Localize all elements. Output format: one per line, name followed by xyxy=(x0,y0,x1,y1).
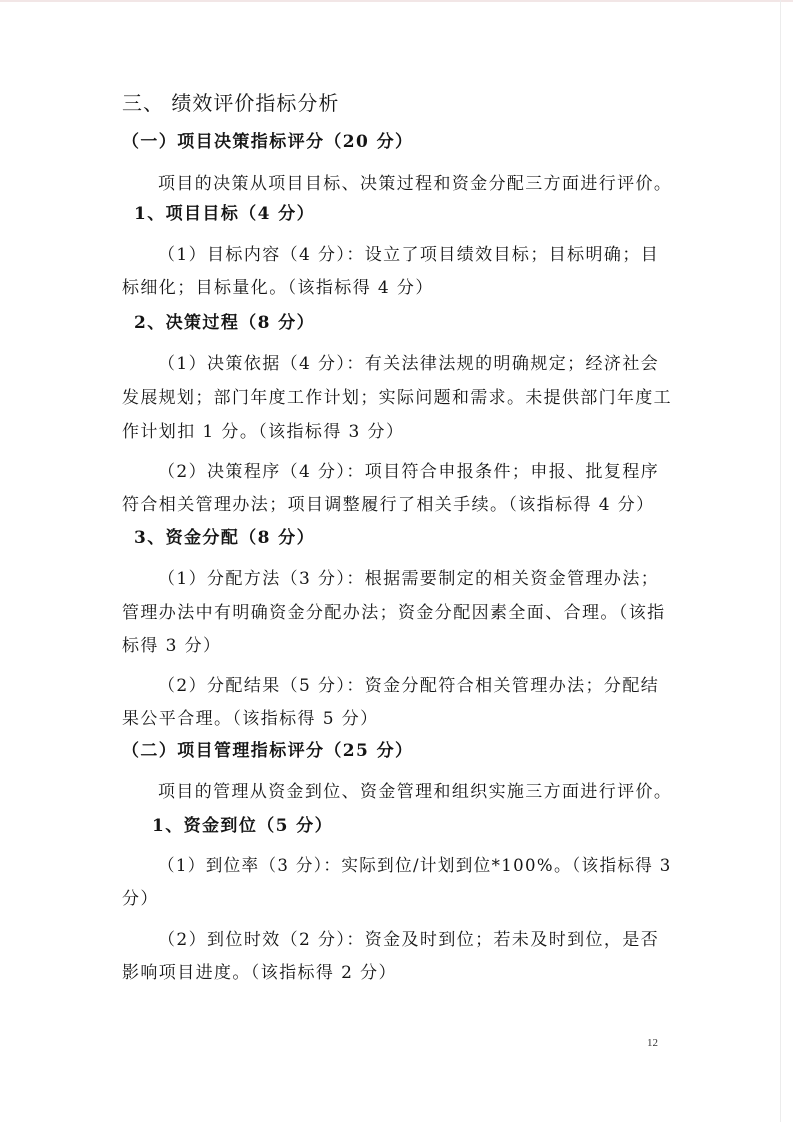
paragraph-line: 分） xyxy=(122,889,159,909)
paragraph-line: 项目的管理从资金到位、资金管理和组织实施三方面进行评价。 xyxy=(158,782,673,802)
paragraph-line: （2）到位时效（2 分）：资金及时到位；若未及时到位，是否 xyxy=(158,930,660,950)
paragraph-line: （1）决策依据（4 分）：有关法律法规的明确规定；经济社会 xyxy=(158,354,660,374)
paragraph-line: 管理办法中有明确资金分配办法；资金分配因素全面、合理。（该指 xyxy=(122,603,666,623)
page-number: 12 xyxy=(647,1037,658,1049)
subsection-heading: （二）项目管理指标评分（25 分） xyxy=(122,741,414,761)
subsection-heading: （一）项目决策指标评分（20 分） xyxy=(122,132,414,152)
paragraph-line: 果公平合理。（该指标得 5 分） xyxy=(122,709,379,729)
scan-edge-top xyxy=(0,0,793,2)
paragraph-line: （1）目标内容（4 分）：设立了项目绩效目标；目标明确；目 xyxy=(158,245,660,265)
section-heading: 三、 绩效评价指标分析 xyxy=(122,91,340,115)
paragraph-line: 符合相关管理办法；项目调整履行了相关手续。（该指标得 4 分） xyxy=(122,495,655,515)
paragraph-line: 标细化；目标量化。（该指标得 4 分） xyxy=(122,278,434,298)
paragraph-line: 标得 3 分） xyxy=(122,636,222,656)
item-heading: 1、项目目标（4 分） xyxy=(134,204,315,224)
item-heading: 3、资金分配（8 分） xyxy=(134,528,315,548)
paragraph-line: （1）到位率（3 分）：实际到位/计划到位*100%。（该指标得 3 xyxy=(158,856,672,876)
paragraph-line: 发展规划；部门年度工作计划；实际问题和需求。未提供部门年度工 xyxy=(122,388,673,408)
paragraph-line: （2）分配结果（5 分）：资金分配符合相关管理办法；分配结 xyxy=(158,676,660,696)
paragraph-line: 作计划扣 1 分。（该指标得 3 分） xyxy=(122,422,405,442)
scan-edge-right xyxy=(780,0,781,1122)
paragraph-line: （2）决策程序（4 分）：项目符合申报条件；申报、批复程序 xyxy=(158,462,660,482)
item-heading: 1、资金到位（5 分） xyxy=(152,816,333,836)
paragraph-line: （1）分配方法（3 分）：根据需要制定的相关资金管理办法； xyxy=(158,569,660,589)
paragraph-line: 项目的决策从项目目标、决策过程和资金分配三方面进行评价。 xyxy=(158,174,673,194)
item-heading: 2、决策过程（8 分） xyxy=(134,313,315,333)
paragraph-line: 影响项目进度。（该指标得 2 分） xyxy=(122,963,397,983)
